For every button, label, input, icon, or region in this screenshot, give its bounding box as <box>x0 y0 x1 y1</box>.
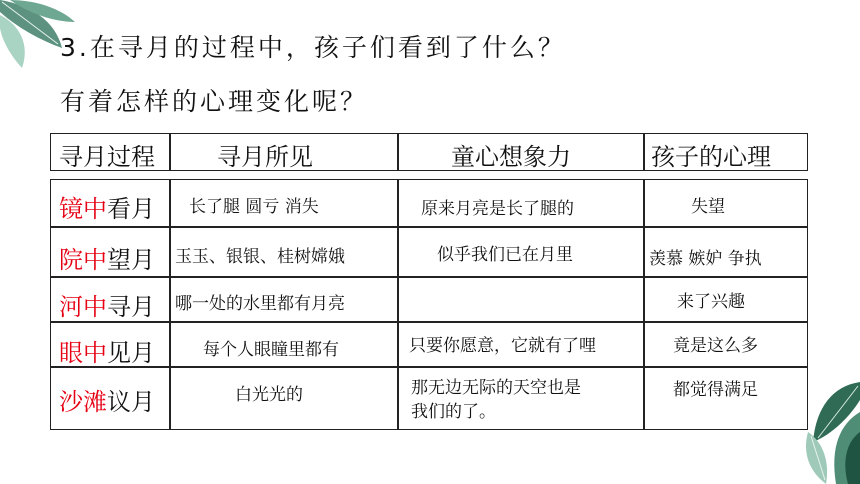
cell-mind-4: 竟是这么多 <box>644 322 808 367</box>
header-process: 寻月过程 <box>50 133 170 171</box>
cell-imagination-4: 只要你愿意，它就有了哩 <box>398 322 644 367</box>
row-label-beach <box>50 367 170 430</box>
row-label-suffix: 议月 <box>107 388 155 416</box>
cell-seen-5: 白光光的 <box>170 367 398 430</box>
row-label-suffix: 看月 <box>107 195 155 223</box>
header-seen: 寻月所见 <box>170 133 398 171</box>
cell-seen-4: 每个人眼瞳里都有 <box>170 322 398 367</box>
header-mind: 孩子的心理 <box>644 133 808 171</box>
row-label-yard <box>50 227 170 277</box>
row-label-prefix: 眼中 <box>59 339 107 367</box>
row-label-prefix: 沙滩 <box>59 388 107 416</box>
row-label-eyes <box>50 322 170 367</box>
question-line-2: 有着怎样的心理变化呢？ <box>60 87 369 116</box>
cell-seen-1: 长了腿 圆亏 消失 <box>170 179 398 227</box>
row-label-suffix: 见月 <box>107 339 155 367</box>
row-label-suffix: 寻月 <box>107 293 155 321</box>
cell-seen-3: 哪一处的水里都有月亮 <box>170 277 398 322</box>
cell-imagination-1: 原来月亮是长了腿的 <box>398 179 644 227</box>
row-label-prefix: 院中 <box>59 246 107 274</box>
header-imagination: 童心想象力 <box>398 133 644 171</box>
cell-mind-1: 失望 <box>644 179 808 227</box>
row-label-prefix: 河中 <box>59 293 107 321</box>
cell-imagination-2: 似乎我们已在月里 <box>398 227 644 277</box>
row-label-suffix: 望月 <box>107 246 155 274</box>
cell-imagination-3 <box>398 277 644 322</box>
row-label-river <box>50 277 170 322</box>
cell-mind-2: 羡慕 嫉妒 争执 <box>644 227 808 277</box>
cell-mind-3: 来了兴趣 <box>644 277 808 322</box>
row-label-prefix: 镜中 <box>59 195 107 223</box>
cell-mind-5: 都觉得满足 <box>644 367 808 430</box>
row-label-mirror <box>50 179 170 227</box>
cell-seen-2: 玉玉、银银、桂树嫦娥 <box>170 227 398 277</box>
cell-imagination-5: 那无边无际的天空也是 我们的了。 <box>398 367 644 430</box>
question-line-1: 3.在寻月的过程中，孩子们看到了什么？ <box>60 33 566 62</box>
